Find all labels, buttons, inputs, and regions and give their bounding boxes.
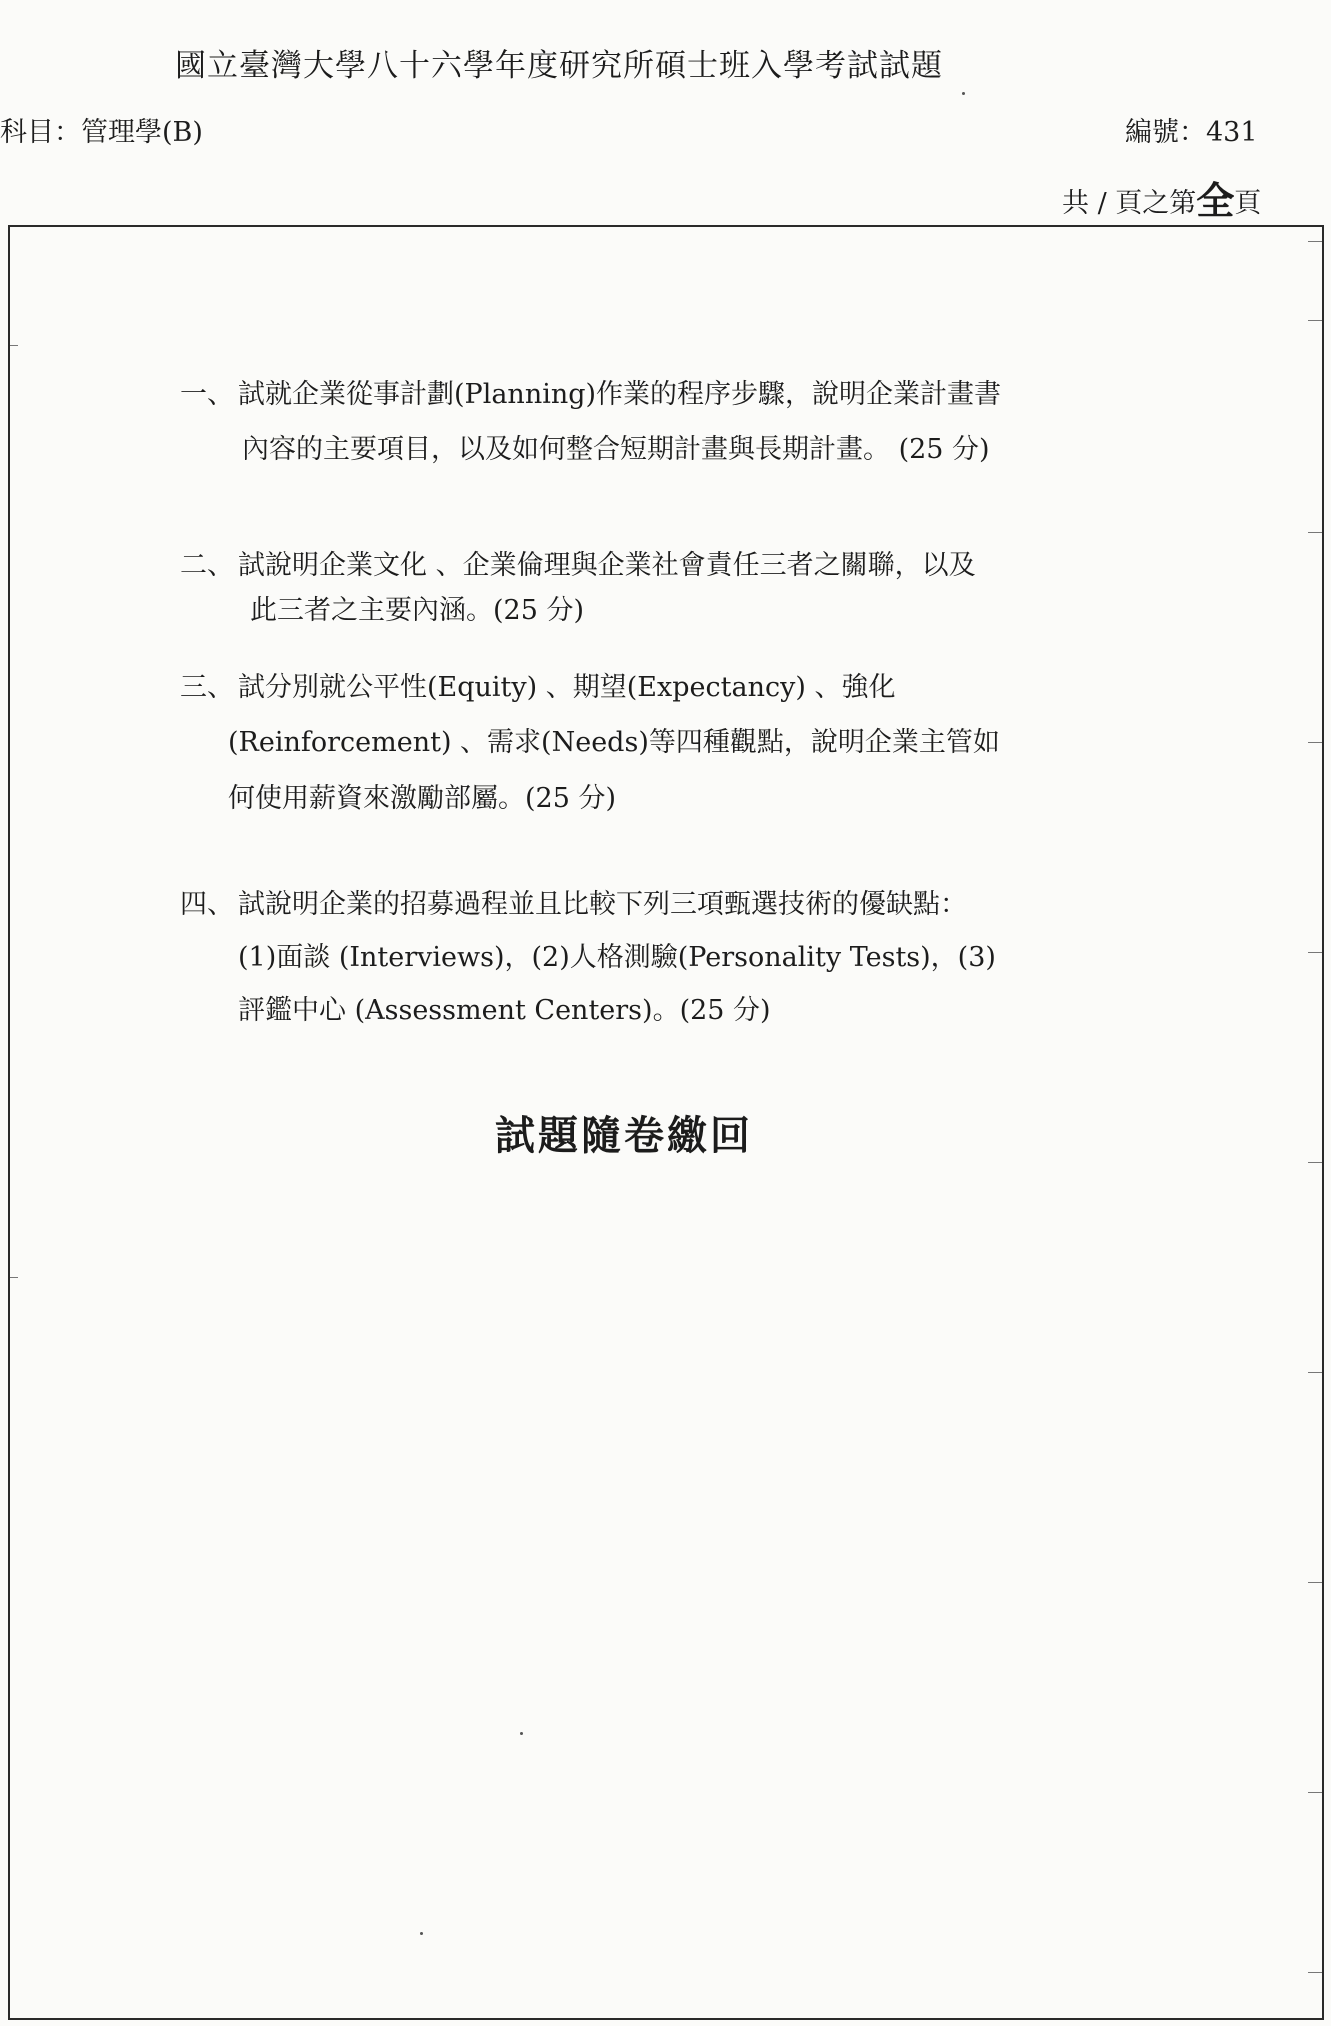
question-line: (1)面談 (Interviews)，(2)人格測驗(Personality Tests)，(3) — [238, 942, 996, 973]
margin-tick — [1308, 1372, 1322, 1373]
question-line: 此三者之主要內涵。(25 分) — [250, 595, 585, 626]
question-line: 試說明企業文化 、企業倫理與企業社會責任三者之關聯，以及 — [238, 550, 976, 581]
page-info-handwritten: 全 — [1196, 179, 1235, 223]
return-instruction: 試題隨卷繳回 — [495, 1112, 753, 1159]
margin-tick — [1308, 952, 1322, 953]
margin-tick — [1308, 1792, 1322, 1793]
subject-label: 科目：管理學(B) — [0, 117, 203, 148]
page-info — [1062, 170, 1261, 225]
scan-speck — [962, 92, 965, 95]
question-number: 三、 — [180, 672, 234, 703]
margin-tick — [1308, 1582, 1322, 1583]
question-number: 四、 — [180, 889, 234, 920]
question-line: 試就企業從事計劃(Planning)作業的程序步驟，說明企業計畫書 — [238, 379, 1002, 410]
margin-tick — [1308, 1972, 1322, 1973]
question-line: 內容的主要項目，以及如何整合短期計畫與長期計畫。 (25 分) — [242, 434, 990, 465]
scan-speck — [420, 1932, 423, 1935]
margin-tick — [1308, 532, 1322, 533]
question-line: 評鑑中心 (Assessment Centers)。(25 分) — [238, 995, 771, 1026]
margin-tick — [1308, 320, 1322, 321]
question-line: 何使用薪資來激勵部屬。(25 分) — [228, 783, 617, 814]
question-number: 二、 — [180, 550, 234, 581]
page-info-suffix: 頁 — [1234, 188, 1262, 219]
question-line: 試說明企業的招募過程並且比較下列三項甄選技術的優缺點： — [238, 889, 967, 920]
question-line: (Reinforcement) 、需求(Needs)等四種觀點，說明企業主管如 — [228, 727, 1000, 758]
margin-tick — [1308, 742, 1322, 743]
question-line: 試分別就公平性(Equity) 、期望(Expectancy) 、強化 — [238, 672, 896, 703]
margin-tick — [1308, 241, 1322, 242]
exam-title: 國立臺灣大學八十六學年度研究所碩士班入學考試試題 — [175, 48, 943, 84]
scan-speck — [520, 1732, 523, 1735]
margin-tick — [10, 1277, 18, 1278]
exam-code: 編號：431 — [1125, 117, 1258, 148]
margin-tick — [10, 345, 18, 346]
margin-tick — [1308, 1162, 1322, 1163]
page-info-prefix: 共 / 頁之第 — [1062, 188, 1197, 219]
question-number: 一、 — [180, 379, 234, 410]
